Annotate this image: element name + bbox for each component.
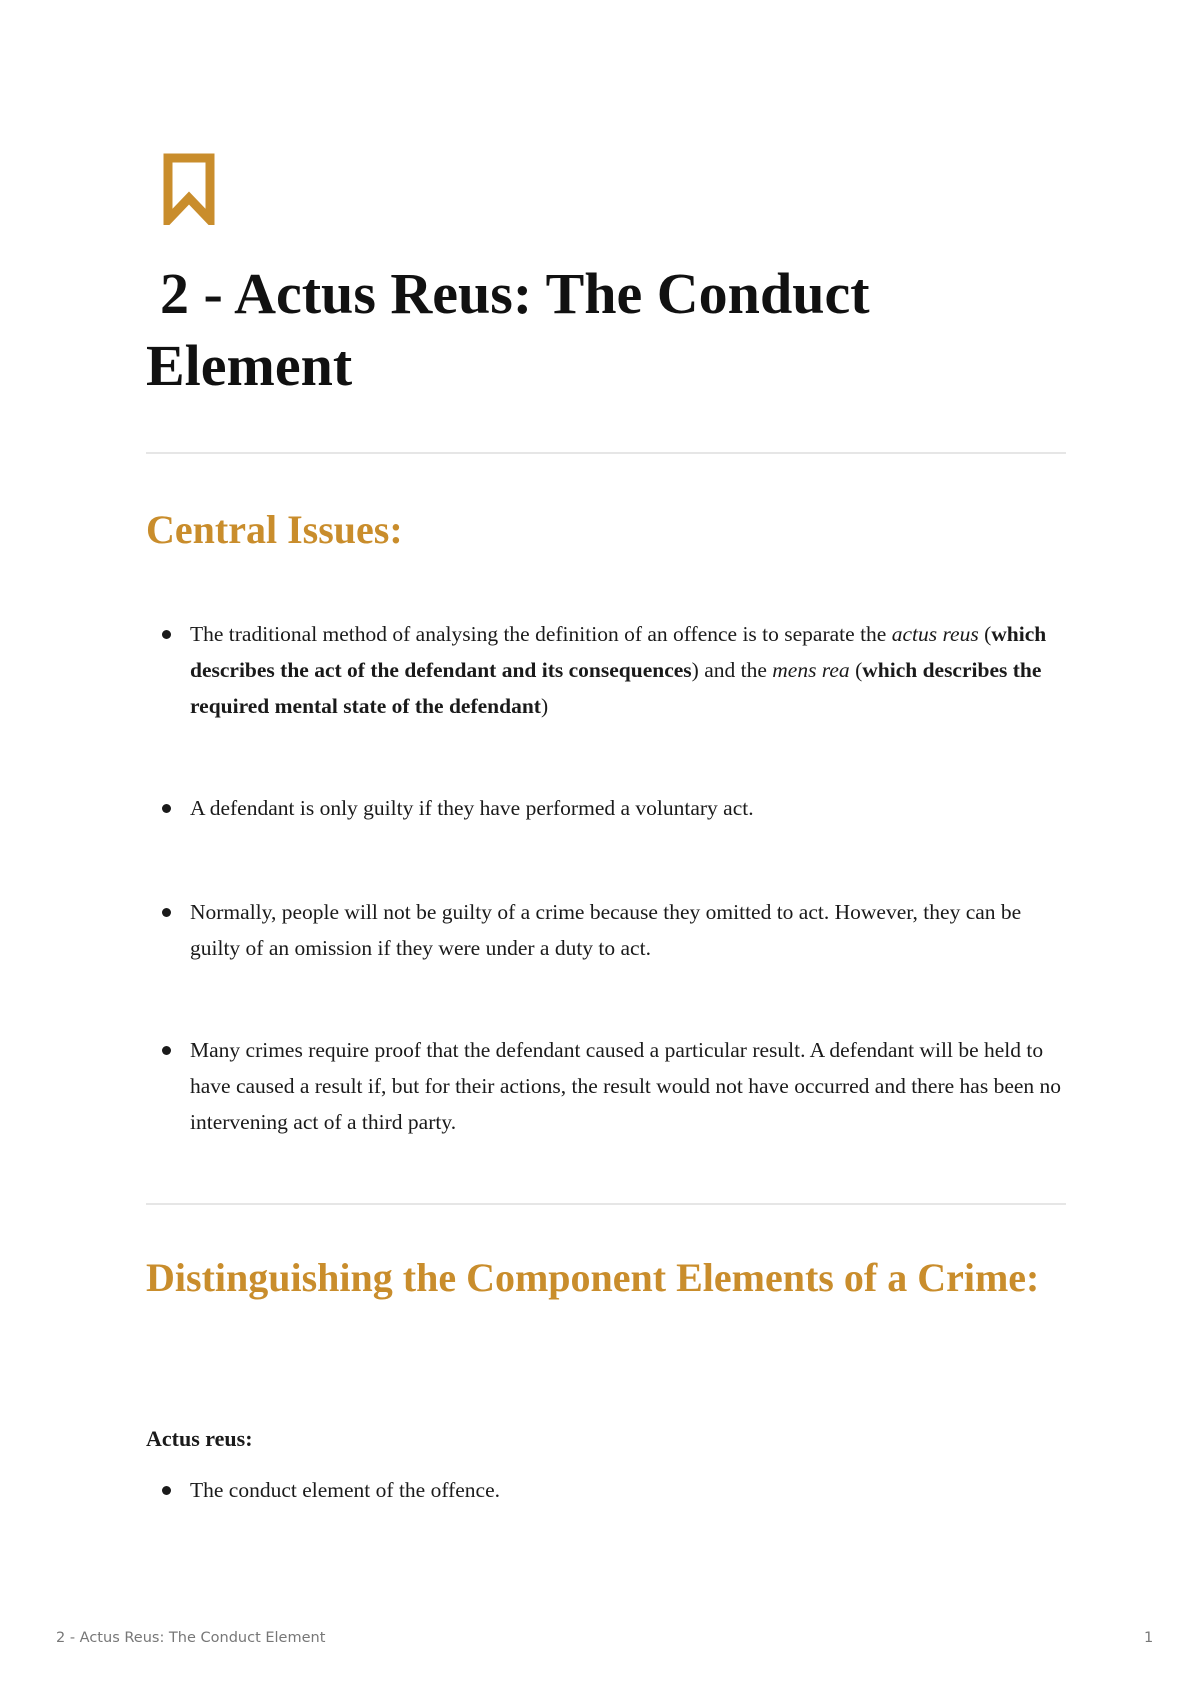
- bookmark-icon: [163, 153, 215, 225]
- central-issues-list: [146, 616, 1066, 1140]
- page-title-line2: Element: [146, 333, 353, 398]
- footer-doc-title: 2 - Actus Reus: The Conduct Element: [56, 1630, 326, 1646]
- subheading-actus-reus: Actus reus:: [146, 1426, 253, 1451]
- list-item: The conduct element of the offence.: [146, 1472, 1066, 1508]
- section-heading-central-issues: Central Issues:: [146, 507, 403, 552]
- footer-page-number: 1: [1144, 1630, 1154, 1646]
- page-title-line1: 2 - Actus Reus: The Conduct: [160, 261, 870, 326]
- page-title: [146, 258, 1076, 402]
- actus-reus-list: [146, 1472, 1066, 1508]
- list-item: A defendant is only guilty if they have performed a voluntary act.: [146, 790, 1066, 826]
- divider: [146, 1203, 1066, 1205]
- list-item: Many crimes require proof that the defendant caused a particular result. A defendant will be held to have caused a result if, but for their actions, the result would not have occurred and there has been no intervening act of a third party.: [146, 1032, 1066, 1140]
- divider: [146, 452, 1066, 454]
- list-item: The traditional method of analysing the definition of an offence is to separate the actus reus (which describes the act of the defendant and its consequences) and the mens rea (which describes the required mental state of the defendant): [146, 616, 1066, 724]
- list-item: Normally, people will not be guilty of a crime because they omitted to act. However, they can be guilty of an omission if they were under a duty to act.: [146, 894, 1066, 966]
- section-heading-component-elements: Distinguishing the Component Elements of a Crime:: [146, 1255, 1040, 1300]
